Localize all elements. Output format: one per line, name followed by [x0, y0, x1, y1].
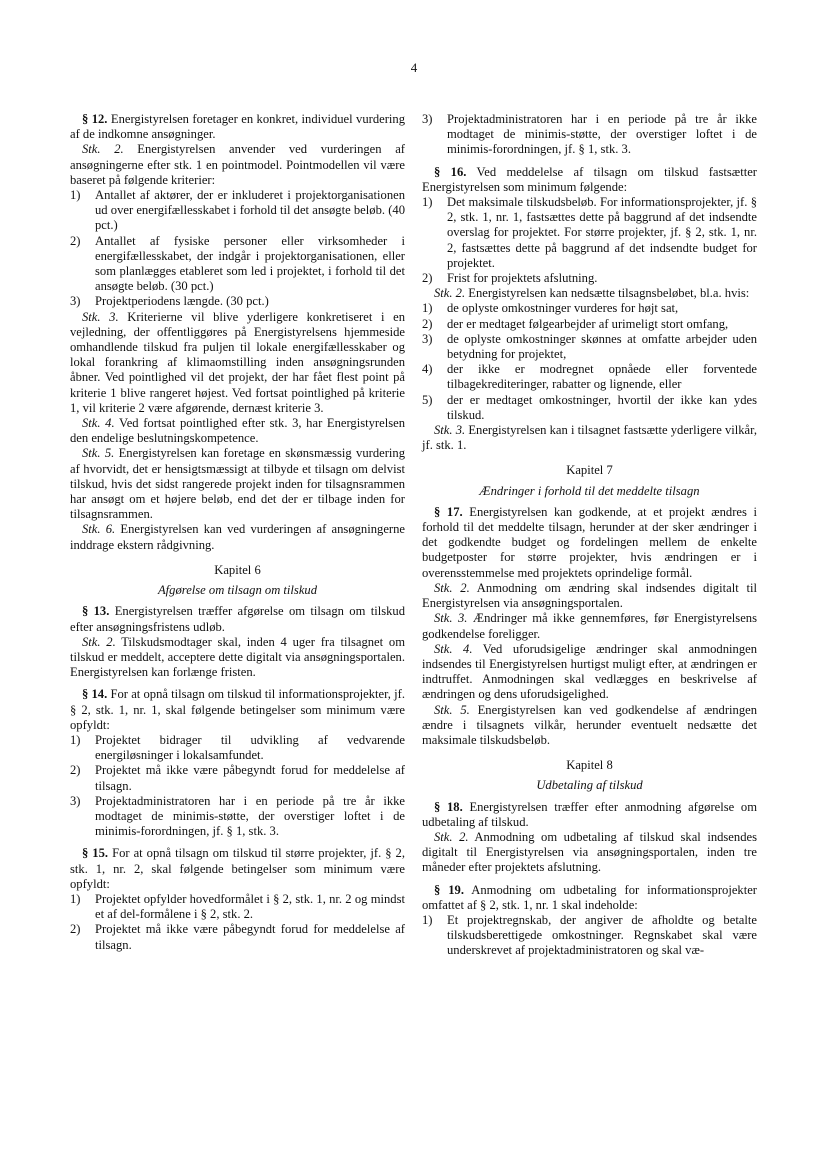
- stk-label: Stk. 3.: [434, 611, 468, 626]
- list-text: de oplyste omkostninger skønnes at omfatte arbejder uden betydning for projektet,: [447, 331, 757, 362]
- list-number: 3): [422, 331, 433, 346]
- stk-text: Energistyrelsen kan nedsætte tilsagnsbeløbet, bl.a. hvis:: [468, 286, 750, 301]
- s18-stk2: [422, 830, 757, 876]
- chapter-title: Afgørelse om tilsagn om tilskud: [157, 583, 318, 598]
- list-item: [70, 733, 405, 763]
- list-item: [70, 794, 405, 840]
- section-text: For at opnå tilsagn om tilskud til større projekter, jf. § 2, stk. 1, nr. 2, skal følgende betingelser som minimum være opfyldt:: [70, 846, 406, 891]
- paragraph-s13: [70, 604, 405, 634]
- list-number: 2): [70, 922, 81, 937]
- section-text: Energistyrelsen foretager en konkret, individuel vurdering af de indkomne ansøgninger.: [70, 112, 405, 142]
- list-text: Projektet må ikke være påbegyndt forud for meddelelse af tilsagn.: [95, 922, 405, 952]
- stk-label: Stk. 2.: [434, 580, 470, 595]
- list-number: 1): [70, 891, 81, 906]
- stk-text: Energistyrelsen kan i tilsagnet fastsætte yderligere vilkår, jf. stk. 1.: [422, 423, 757, 453]
- s13-stk2: [70, 635, 405, 681]
- list-text: Projektadministratoren har i en periode på tre år ikke modtaget de minimis-støtte, der overstiger loftet i de minimis-forordningen, jf. § 1, stk. 3.: [447, 112, 757, 157]
- list-item: [422, 271, 757, 286]
- s12-stk4: [70, 416, 405, 446]
- list-number: 1): [70, 188, 81, 203]
- list-number: 3): [70, 294, 81, 309]
- chapter-title: Ændringer i forhold til det meddelte tilsagn: [479, 483, 700, 498]
- section-number: § 17.: [434, 504, 463, 519]
- s16-stk3: [422, 423, 757, 453]
- section-text: For at opnå tilsagn om tilskud til informationsprojekter, jf. § 2, stk. 1, nr. 1, skal følgende betingelser som minimum være opfyldt:: [70, 687, 406, 732]
- stk-label: Stk. 5.: [82, 446, 115, 461]
- list-number: 5): [422, 392, 433, 407]
- list-item: [70, 892, 405, 922]
- list-text: Projektperiodens længde. (30 pct.): [95, 294, 269, 309]
- stk-label: Stk. 4.: [82, 416, 115, 431]
- stk-label: Stk. 6.: [82, 522, 116, 537]
- s12-stk6: [70, 522, 405, 552]
- list-item: [70, 763, 405, 793]
- paragraph-s18: [422, 800, 757, 830]
- stk-text: Ved fortsat pointlighed efter stk. 3, har Energistyrelsen den endelige beslutningskompetence.: [70, 416, 405, 446]
- s17-stk2: [422, 581, 757, 611]
- s12-stk5: [70, 446, 405, 522]
- s12-stk2: [70, 142, 405, 188]
- stk-text: Energistyrelsen kan ved godkendelse af ændringen ændre i tilsagnets vilkår, herunder eventuelt nedsætte det maksimale tilskudsbeløb.: [422, 702, 757, 747]
- stk-text: Anmodning om udbetaling af tilskud skal indsendes digitalt til Energistyrelsen via ansøgningsportalen, inden tre måneder efter projektets afslutning.: [422, 829, 757, 875]
- chapter-heading: Kapitel 8: [566, 758, 613, 773]
- list-text: der ikke er modregnet opnåede eller forventede tilbagekrediteringer, rabatter og lignende, eller: [447, 362, 757, 392]
- list-item: [70, 294, 405, 309]
- s12-stk3: [70, 310, 405, 416]
- stk-text: Energistyrelsen anvender ved vurderingen af ansøgningerne efter stk. 1 en pointmodel. Pointmodellen vil være baseret på følgende kriterier:: [70, 142, 405, 187]
- chapter-heading: Kapitel 7: [566, 463, 613, 478]
- stk-label: Stk. 2.: [82, 142, 124, 157]
- list-item: [422, 112, 757, 158]
- list-text: der er medtaget følgearbejder af urimeligt stort omfang,: [447, 316, 729, 331]
- list-number: 1): [422, 301, 433, 316]
- stk-label: Stk. 3.: [434, 423, 466, 438]
- paragraph-s14: [70, 687, 405, 733]
- list-text: Et projektregnskab, der angiver de afholdte og betalte tilskudsberettigede omkostninger. Regnskabet skal være underskrevet af projektadministratoren og skal væ-: [447, 912, 757, 958]
- paragraph-s19: [422, 883, 757, 913]
- section-text: Energistyrelsen træffer efter anmodning afgørelse om udbetaling af tilskud.: [422, 799, 757, 829]
- section-number: § 14.: [82, 687, 108, 702]
- paragraph-s17: [422, 505, 757, 581]
- list-text: Antallet af aktører, der er inkluderet i projektorganisationen ud over energifællesskabet i forhold til det ansøgte beløb. (40 pct.): [95, 188, 405, 233]
- list-number: 1): [70, 732, 81, 747]
- list-item: [70, 188, 405, 234]
- section-number: § 12.: [82, 112, 108, 126]
- s16-stk2: [422, 286, 757, 301]
- chapter-title: Udbetaling af tilskud: [536, 778, 643, 793]
- list-number: 2): [70, 763, 81, 778]
- list-number: 2): [422, 316, 433, 331]
- list-item: [70, 922, 405, 952]
- stk-text: Kriterierne vil blive yderligere konkretiseret i en vejledning, der offentliggøres på Energistyrelsens hjemmeside omhandlende tilskud fra puljen til lokale energifællesskaber og lokal forankring af klimaomstilling inden ansøgningsrunden åbner. Ved pointlighed vil det projekt, der har fået flest point på kriterie 1 blive rangeret højest. Ved fortsat pointlighed på kriterie 1, vil kriterie 2 være afgørende, dernæst kriterie 3.: [70, 309, 405, 415]
- paragraph-s16: [422, 165, 757, 195]
- list-number: 4): [422, 362, 433, 377]
- list-text: Projektet bidrager til udvikling af vedvarende energiløsninger i lokalsamfundet.: [95, 732, 405, 763]
- section-number: § 15.: [82, 846, 109, 861]
- list-number: 2): [70, 233, 81, 248]
- list-text: der er medtaget omkostninger, hvortil der ikke kan ydes tilskud.: [447, 392, 757, 422]
- list-number: 3): [70, 793, 81, 808]
- list-item: [422, 301, 757, 316]
- stk-label: Stk. 2.: [434, 286, 466, 301]
- section-text: Anmodning om udbetaling for informationsprojekter omfattet af § 2, stk. 1, nr. 1 skal indeholde:: [422, 882, 757, 912]
- section-text: Ved meddelelse af tilsagn om tilskud fastsætter Energistyrelsen som minimum følgende:: [422, 164, 757, 194]
- list-item: [422, 317, 757, 332]
- list-number: 2): [422, 271, 433, 286]
- stk-label: Stk. 2.: [82, 634, 116, 649]
- list-number: 3): [422, 112, 433, 126]
- section-number: § 13.: [82, 604, 110, 619]
- stk-text: Ændringer må ikke gennemføres, før Energistyrelsens godkendelse foreligger.: [422, 611, 757, 641]
- section-text: Energistyrelsen kan godkende, at et projekt ændres i forhold til det meddelte tilsagn, herunder at der sker ændringer i det godkendte budget og fordelingen mellem de enkelte budgetposter for større projekter, hvis ændringen er i overensstemmelse med projektets oprindelige formål.: [422, 504, 758, 580]
- section-number: § 16.: [434, 164, 467, 179]
- right-column: [422, 112, 757, 959]
- stk-text: Anmodning om ændring skal indsendes digitalt til Energistyrelsen via ansøgningsportalen.: [422, 580, 757, 611]
- stk-text: Ved uforudsigelige ændringer skal anmodningen indsendes til Energistyrelsen hurtigst muligt efter, at ændringen er indtruffet. Anmodningen skal vedlægges en beskrivelse af ændringen og dens uforudsigelighed.: [422, 641, 757, 702]
- list-item: [70, 234, 405, 295]
- list-text: Projektet opfylder hovedformålet i § 2, stk. 1, nr. 2 og mindst et af del-formålene i § 2, stk. 2.: [95, 891, 405, 922]
- list-item: [422, 913, 757, 959]
- stk-label: Stk. 2.: [434, 829, 469, 844]
- list-item: [422, 362, 757, 392]
- list-text: Det maksimale tilskudsbeløb. For informationsprojekter, jf. § 2, stk. 1, nr. 1, fastsættes dette på baggrund af det indsendte overslag for projektet. For større projekter, jf. § 2, stk. 1, nr. 2, fastsættes dette på baggrund af det indsendte budget for projektet.: [447, 195, 757, 270]
- list-item: [422, 195, 757, 271]
- page-number: 4: [410, 60, 418, 75]
- list-text: de oplyste omkostninger vurderes for højt sat,: [447, 301, 679, 316]
- list-item: [422, 393, 757, 423]
- list-text: Projektadministratoren har i en periode på tre år ikke modtaget de minimis-støtte, der overstiger loftet i de minimis-forordningen, jf. § 1, stk. 3.: [95, 793, 405, 839]
- stk-text: Tilskudsmodtager skal, inden 4 uger fra tilsagnet om tilskud er meddelt, acceptere dette digitalt via ansøgningsportalen. Energistyrelsen kan forlænge fristen.: [70, 634, 405, 680]
- list-text: Frist for projektets afslutning.: [447, 271, 598, 286]
- section-text: Energistyrelsen træffer afgørelse om tilsagn om tilskud efter ansøgningsfristens udløb.: [70, 604, 405, 634]
- s17-stk4: [422, 642, 757, 703]
- list-number: 1): [422, 195, 433, 210]
- s17-stk5: [422, 703, 757, 749]
- stk-label: Stk. 5.: [434, 702, 470, 717]
- s17-stk3: [422, 611, 757, 641]
- stk-text: Energistyrelsen kan foretage en skønsmæssig vurdering af hvorvidt, det er hensigtsmæssigt at tilbyde et tilsagn om delvist tilskud, hvis det sidst rangerede projekt inden for tilsagnsrammen har ansøgt om et højere beløb, end det der er tilbage inden for tilsagnsrammen.: [70, 446, 405, 522]
- list-text: Antallet af fysiske personer eller virksomheder i energifællesskabet, der indgår i projektorganisationen, eller som planlægges etableret som led i projektet, i forhold til det ansøgte beløb. (30 pct.): [95, 233, 405, 294]
- paragraph-s15: [70, 846, 405, 892]
- section-number: § 19.: [434, 882, 464, 897]
- chapter-heading: Kapitel 6: [214, 562, 261, 577]
- stk-text: Energistyrelsen kan ved vurderingen af ansøgningerne inddrage ekstern rådgivning.: [70, 522, 405, 552]
- list-number: 1): [422, 912, 433, 927]
- list-text: Projektet må ikke være påbegyndt forud for meddelelse af tilsagn.: [95, 763, 405, 793]
- list-item: [422, 332, 757, 362]
- left-column: [70, 112, 405, 953]
- stk-label: Stk. 4.: [434, 641, 473, 656]
- stk-label: Stk. 3.: [82, 309, 119, 324]
- paragraph-s12: [70, 112, 405, 142]
- section-number: § 18.: [434, 799, 463, 814]
